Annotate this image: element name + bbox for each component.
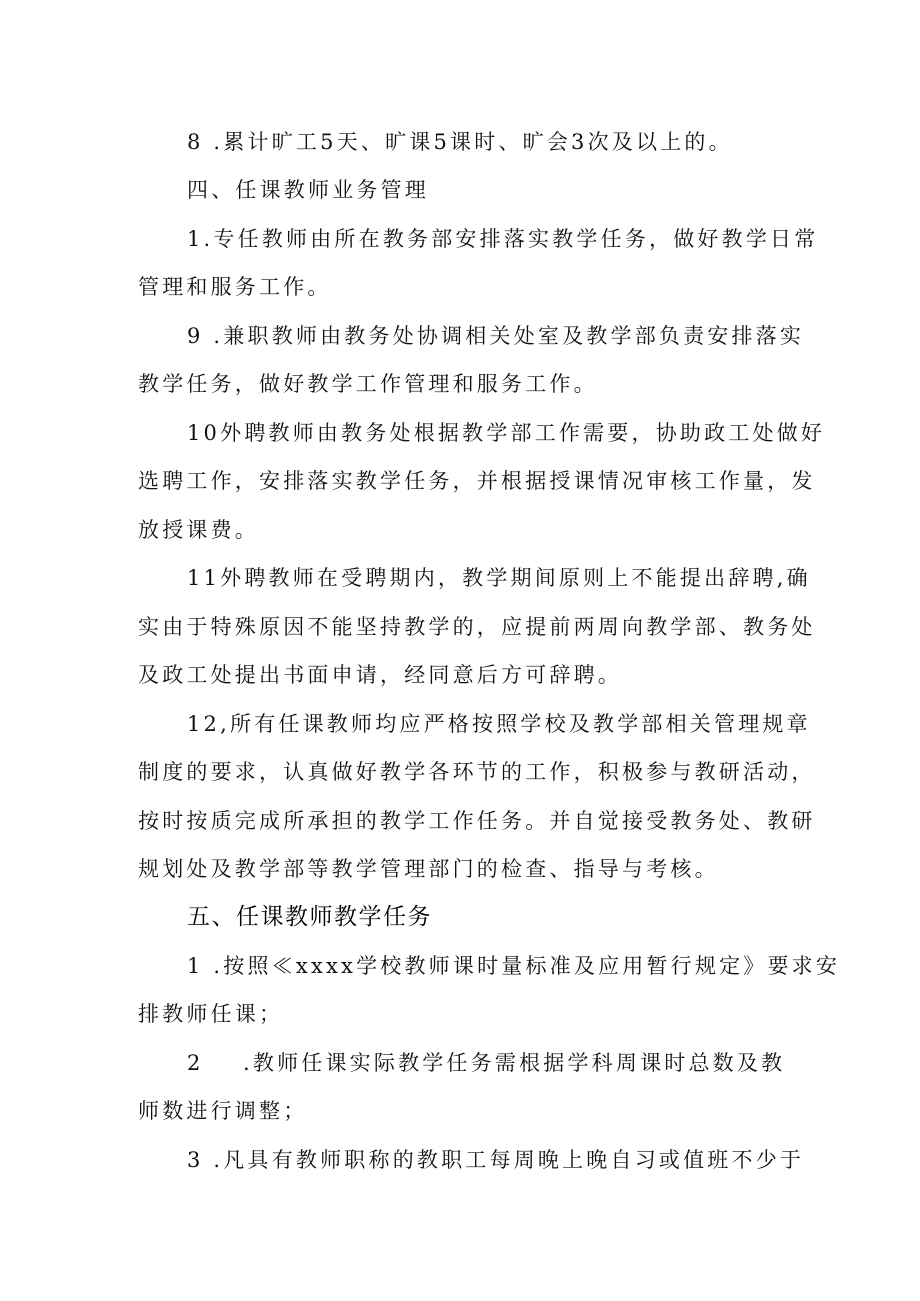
- paragraph-text: .教师任课实际教学任务需根据学科周课时总数及教: [243, 1051, 786, 1075]
- paragraph-line: 1 .按照≪xxxx学校教师课时量标准及应用暂行规定》要求安: [187, 954, 841, 978]
- paragraph-line: 选聘工作，安排落实教学任务，并根据授课情况审核工作量，发: [138, 469, 816, 493]
- paragraph-line: 师数进行调整；: [138, 1099, 308, 1123]
- paragraph-line: 管理和服务工作。: [138, 275, 332, 299]
- paragraph-line: 10外聘教师由教务处根据教学部工作需要，协助政工处做好: [187, 421, 826, 445]
- section-heading-5: 五、任课教师教学任务: [187, 904, 432, 930]
- paragraph-line: 放授课费。: [138, 518, 259, 542]
- list-item-8: 8 .累计旷工5天、旷课5课时、旷会3次及以上的。: [187, 130, 733, 154]
- paragraph-line: 排教师任课；: [138, 1002, 284, 1026]
- paragraph-line: 教学任务，做好教学工作管理和服务工作。: [138, 372, 598, 396]
- paragraph-line: 制度的要求，认真做好教学各环节的工作，积极参与教研活动，: [138, 760, 816, 784]
- paragraph-line: 实由于特殊原因不能坚持教学的，应提前两周向教学部、教务处: [138, 615, 816, 639]
- paragraph-line: [187, 1049, 785, 1077]
- paragraph-line: 规划处及教学部等教学管理部门的检查、指导与考核。: [138, 857, 719, 881]
- item-number: 2: [187, 1051, 204, 1075]
- paragraph-line: 12,所有任课教师均应严格按照学校及教学部相关管理规章: [187, 712, 811, 736]
- section-heading-4: 四、任课教师业务管理: [187, 178, 429, 202]
- paragraph-line: 及政工处提出书面申请，经同意后方可辞聘。: [138, 663, 622, 687]
- paragraph-line: 1.专任教师由所在教务部安排落实教学任务，做好教学日常: [187, 227, 819, 251]
- paragraph-line: 11外聘教师在受聘期内，教学期间原则上不能提出辞聘,确: [187, 566, 811, 590]
- paragraph-line: 按时按质完成所承担的教学工作任务。并自觉接受教务处、教研: [138, 809, 816, 833]
- paragraph-line: 3 .凡具有教师职称的教职工每周晚上晚自习或值班不少于: [187, 1148, 805, 1172]
- paragraph-line: 9 .兼职教师由教务处协调相关处室及教学部负责安排落实: [187, 324, 805, 348]
